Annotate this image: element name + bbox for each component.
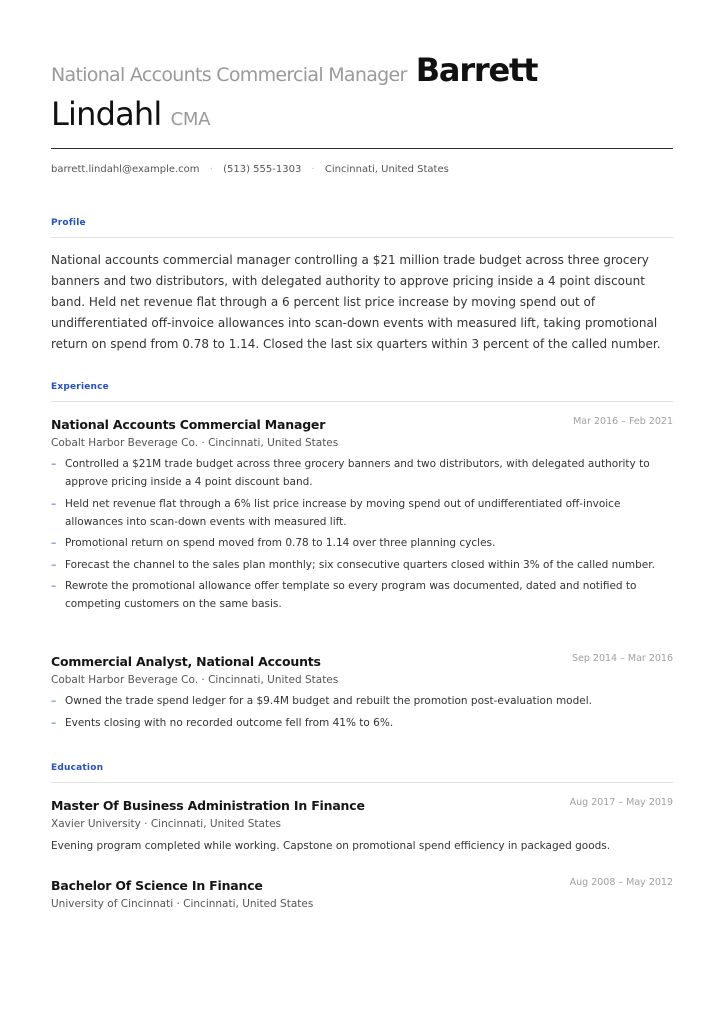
- job-dates: Sep 2014 – Mar 2016: [571, 653, 673, 664]
- entry-header: [51, 875, 673, 895]
- bullet-text: Held net revenue flat through a 6% list price increase by moving spend out of undifferentiated off-invoice allowances into scan-down events with measured lift.: [65, 497, 621, 528]
- contact-separator: ·: [209, 164, 213, 175]
- education-entry: [51, 795, 673, 855]
- dash-icon: –: [51, 716, 57, 729]
- job-organization: Cobalt Harbor Beverage Co. · Cincinnati, United States: [51, 674, 339, 686]
- role-title: National Accounts Commercial Manager: [51, 64, 407, 86]
- entry-header: [51, 414, 673, 434]
- bullet-text: Events closing with no recorded outcome fell from 41% to 6%.: [65, 716, 394, 729]
- experience-entry: [51, 651, 673, 735]
- dash-icon: –: [51, 497, 57, 510]
- degree-title: Master Of Business Administration In Finance: [51, 798, 365, 813]
- contact-email[interactable]: barrett.lindahl@example.com: [51, 164, 200, 175]
- contact-phone[interactable]: (513) 555-1303: [223, 164, 302, 175]
- section-divider-education: [51, 782, 673, 783]
- entry-header: [51, 795, 673, 815]
- section-label-experience: Experience: [51, 382, 109, 392]
- school-name: Xavier University · Cincinnati, United States: [51, 818, 282, 830]
- job-organization: Cobalt Harbor Beverage Co. · Cincinnati, United States: [51, 437, 339, 449]
- degree-dates: Aug 2008 – May 2012: [569, 877, 673, 888]
- job-bullets: [51, 692, 673, 732]
- bullet-item: [51, 714, 673, 732]
- contact-separator: ·: [311, 164, 315, 175]
- education-entry: [51, 875, 673, 913]
- credential: CMA: [170, 109, 211, 130]
- degree-description: Evening program completed while working. Capstone on promotional spend efficiency in packaged goods.: [51, 840, 611, 852]
- bullet-item: [51, 534, 673, 552]
- job-title: Commercial Analyst, National Accounts: [51, 654, 321, 669]
- degree-dates: Aug 2017 – May 2019: [569, 797, 673, 808]
- dash-icon: –: [51, 695, 57, 707]
- bullet-item: [51, 556, 673, 574]
- experience-entry: [51, 414, 673, 617]
- dash-icon: –: [51, 458, 57, 470]
- section-divider-profile: [51, 237, 673, 238]
- degree-title: Bachelor Of Science In Finance: [51, 878, 263, 893]
- section-label-education: Education: [51, 763, 104, 773]
- headline-line-1: [51, 50, 673, 96]
- job-title: National Accounts Commercial Manager: [51, 417, 326, 432]
- bullet-text: Owned the trade spend ledger for a $9.4M budget and rebuilt the promotion post-evaluation model.: [65, 695, 592, 707]
- last-name: Lindahl: [51, 95, 162, 133]
- entry-header: [51, 651, 673, 671]
- dash-icon: –: [51, 558, 57, 571]
- header-divider: [51, 148, 673, 149]
- bullet-item: [51, 455, 673, 491]
- bullet-item: [51, 692, 673, 710]
- headline-line-2: [51, 94, 673, 140]
- bullet-text: Promotional return on spend moved from 0.78 to 1.14 over three planning cycles.: [65, 537, 496, 549]
- dash-icon: –: [51, 580, 57, 592]
- job-dates: Mar 2016 – Feb 2021: [573, 416, 673, 427]
- school-name: University of Cincinnati · Cincinnati, United States: [51, 898, 314, 910]
- contact-line: [51, 164, 449, 175]
- job-bullets: [51, 455, 673, 613]
- dash-icon: –: [51, 537, 57, 549]
- section-label-profile: Profile: [51, 218, 86, 228]
- profile-summary: National accounts commercial manager controlling a $21 million trade budget across three grocery banners and two distributors, with delegated authority to approve pricing inside a 4 point discount band. Held net revenue flat through a 6 percent list price increase by moving spend out of undifferentiated off-invoice allowances into scan-down events with measured lift, taking promotional return on spend from 0.78 to 1.14. Closed the last six quarters within 3 percent of the called number.: [51, 253, 661, 351]
- bullet-item: [51, 495, 673, 531]
- first-name: Barrett: [415, 51, 538, 89]
- bullet-text: Controlled a $21M trade budget across three grocery banners and two distributors, with delegated authority to approve pricing inside a 4 point discount band.: [65, 458, 650, 488]
- bullet-item: [51, 577, 673, 613]
- resume-header: [51, 50, 673, 140]
- section-divider-experience: [51, 401, 673, 402]
- bullet-text: Forecast the channel to the sales plan monthly; six consecutive quarters closed within 3% of the called number.: [65, 558, 655, 571]
- bullet-text: Rewrote the promotional allowance offer template so every program was documented, dated and notified to competing customers on the same basis.: [65, 580, 637, 610]
- contact-location: Cincinnati, United States: [324, 164, 449, 175]
